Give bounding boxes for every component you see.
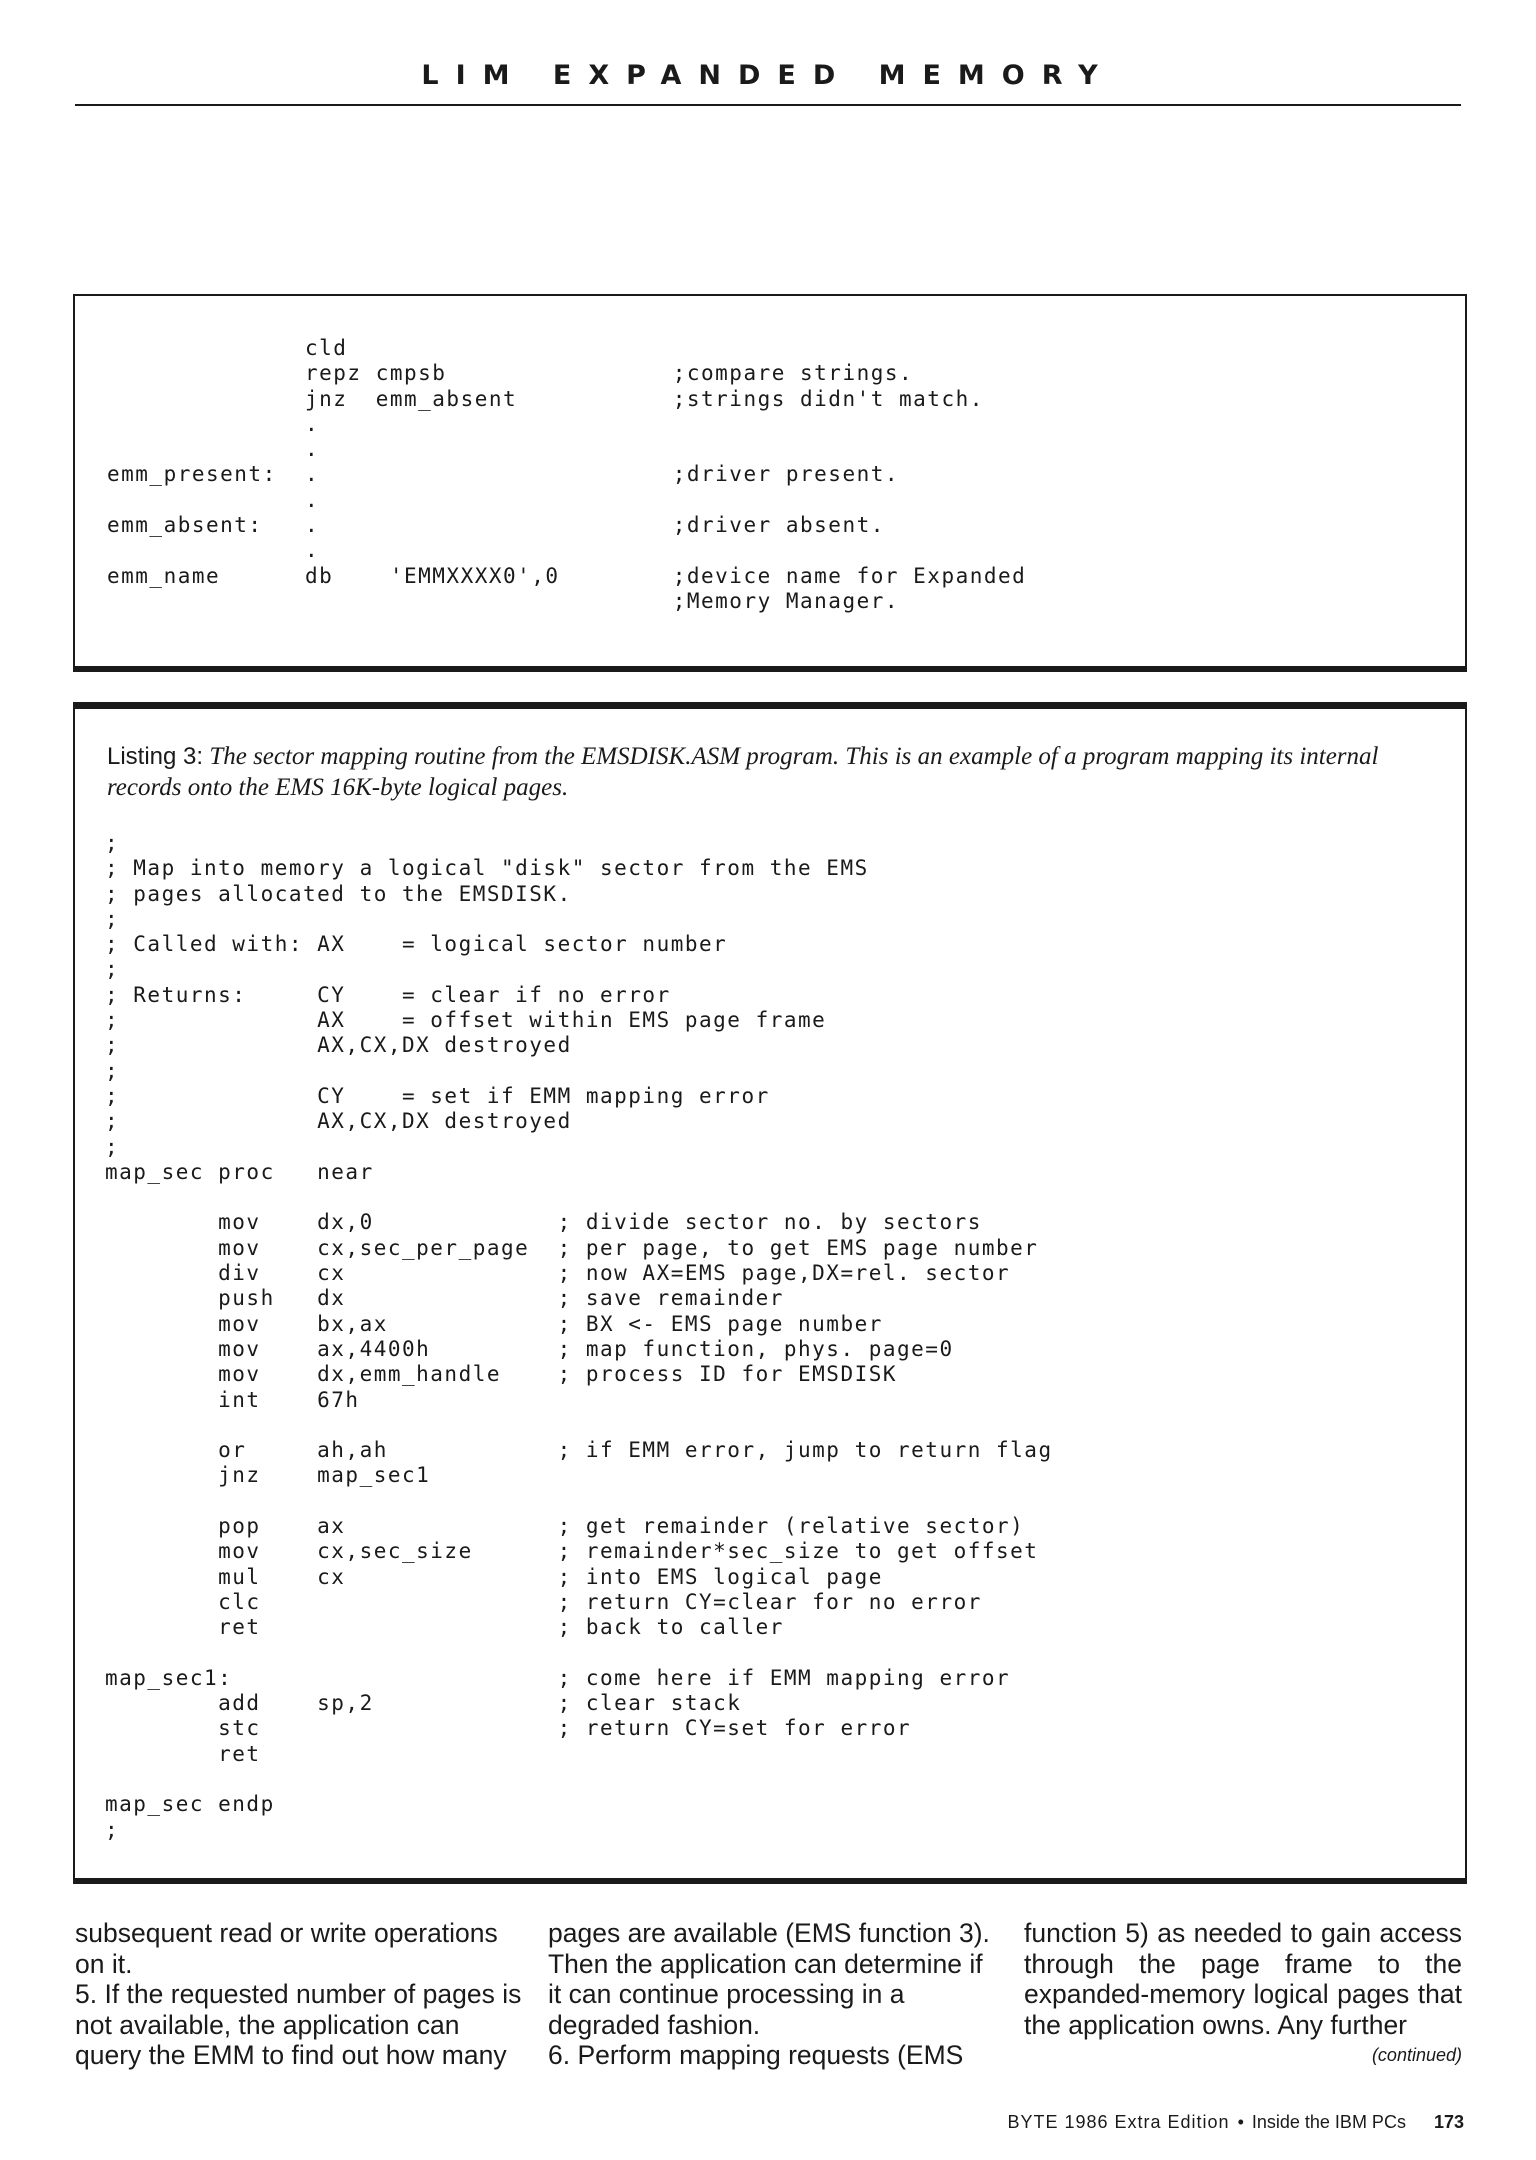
body-paragraph: pages are available (EMS function 3). Then the application can determine if it can continue processing in a degraded fashion. <box>548 1918 990 2040</box>
footer-publication: BYTE 1986 Extra Edition <box>1007 2112 1230 2132</box>
listing-top-box <box>73 294 1467 672</box>
listing3-label: Listing 3: <box>107 743 204 770</box>
page-number: 173 <box>1433 2112 1464 2132</box>
body-paragraph: 5. If the requested number of pages is not available, the application can query the EMM to find out how many <box>75 1979 522 2070</box>
body-column-1 <box>75 1918 523 2071</box>
body-paragraph: subsequent read or write operations on it. <box>75 1918 498 1979</box>
running-header: LIM EXPANDED MEMORY <box>421 60 1115 91</box>
header-rule <box>75 104 1461 106</box>
continued-note: (continued) <box>1371 2045 1462 2065</box>
footer-section: Inside the IBM PCs <box>1251 2112 1406 2132</box>
body-column-2 <box>548 1918 996 2071</box>
listing3-caption <box>107 741 1437 803</box>
body-paragraph: 6. Perform mapping requests (EMS <box>548 2040 964 2070</box>
footer-separator: • <box>1237 2112 1244 2132</box>
listing3-box <box>73 702 1467 1884</box>
body-column-3 <box>1024 1918 1462 2070</box>
body-paragraph: function 5) as needed to gain access through the page frame to the expanded-memory logical pages that the application owns. Any further <box>1024 1918 1462 2040</box>
listing-top-code: cld repz cmpsb ;compare strings. jnz emm_absent ;strings didn't match. . . emm_present: . ;driver present. . emm_absent: . ;driver absent. . emm_name db 'EMMXXXX0',0 ;device name for Expanded ;Memory Manager. <box>107 336 1027 613</box>
listing3-caption-text: The sector mapping routine from the EMSDISK.ASM program. This is an example of a program mapping its internal records onto the EMS 16K-byte logical pages. <box>107 743 1379 801</box>
listing3-code: ; ; Map into memory a logical "disk" sector from the EMS ; pages allocated to the EMSDISK. ; ; Called with: AX = logical sector number ; ; Returns: CY = clear if no error ; AX = offset within EMS page frame ; AX,CX,DX destroyed ; ; CY = set if EMM mapping error ; AX,CX,DX destroyed ; map_sec proc near mov dx,0 ; divide sector no. by sectors mov cx,sec_per_page ; per page, to get EMS page number div cx ; now AX=EMS page,DX=rel. sector push dx ; save remainder mov bx,ax ; BX <- EMS page number mov ax,4400h ; map function, phys. page=0 mov dx,emm_handle ; process ID for EMSDISK int 67h or ah,ah ; if EMM error, jump to return flag jnz map_sec1 pop ax ; get remainder (relative sector) mov cx,sec_size ; remainder*sec_size to get offset mul cx ; into EMS logical page clc ; return CY=clear for no error ret ; back to caller map_sec1: ; come here if EMM mapping error add sp,2 ; clear stack stc ; return CY=set for error ret map_sec endp ; <box>105 831 1053 1842</box>
page-footer <box>1007 2112 1464 2133</box>
